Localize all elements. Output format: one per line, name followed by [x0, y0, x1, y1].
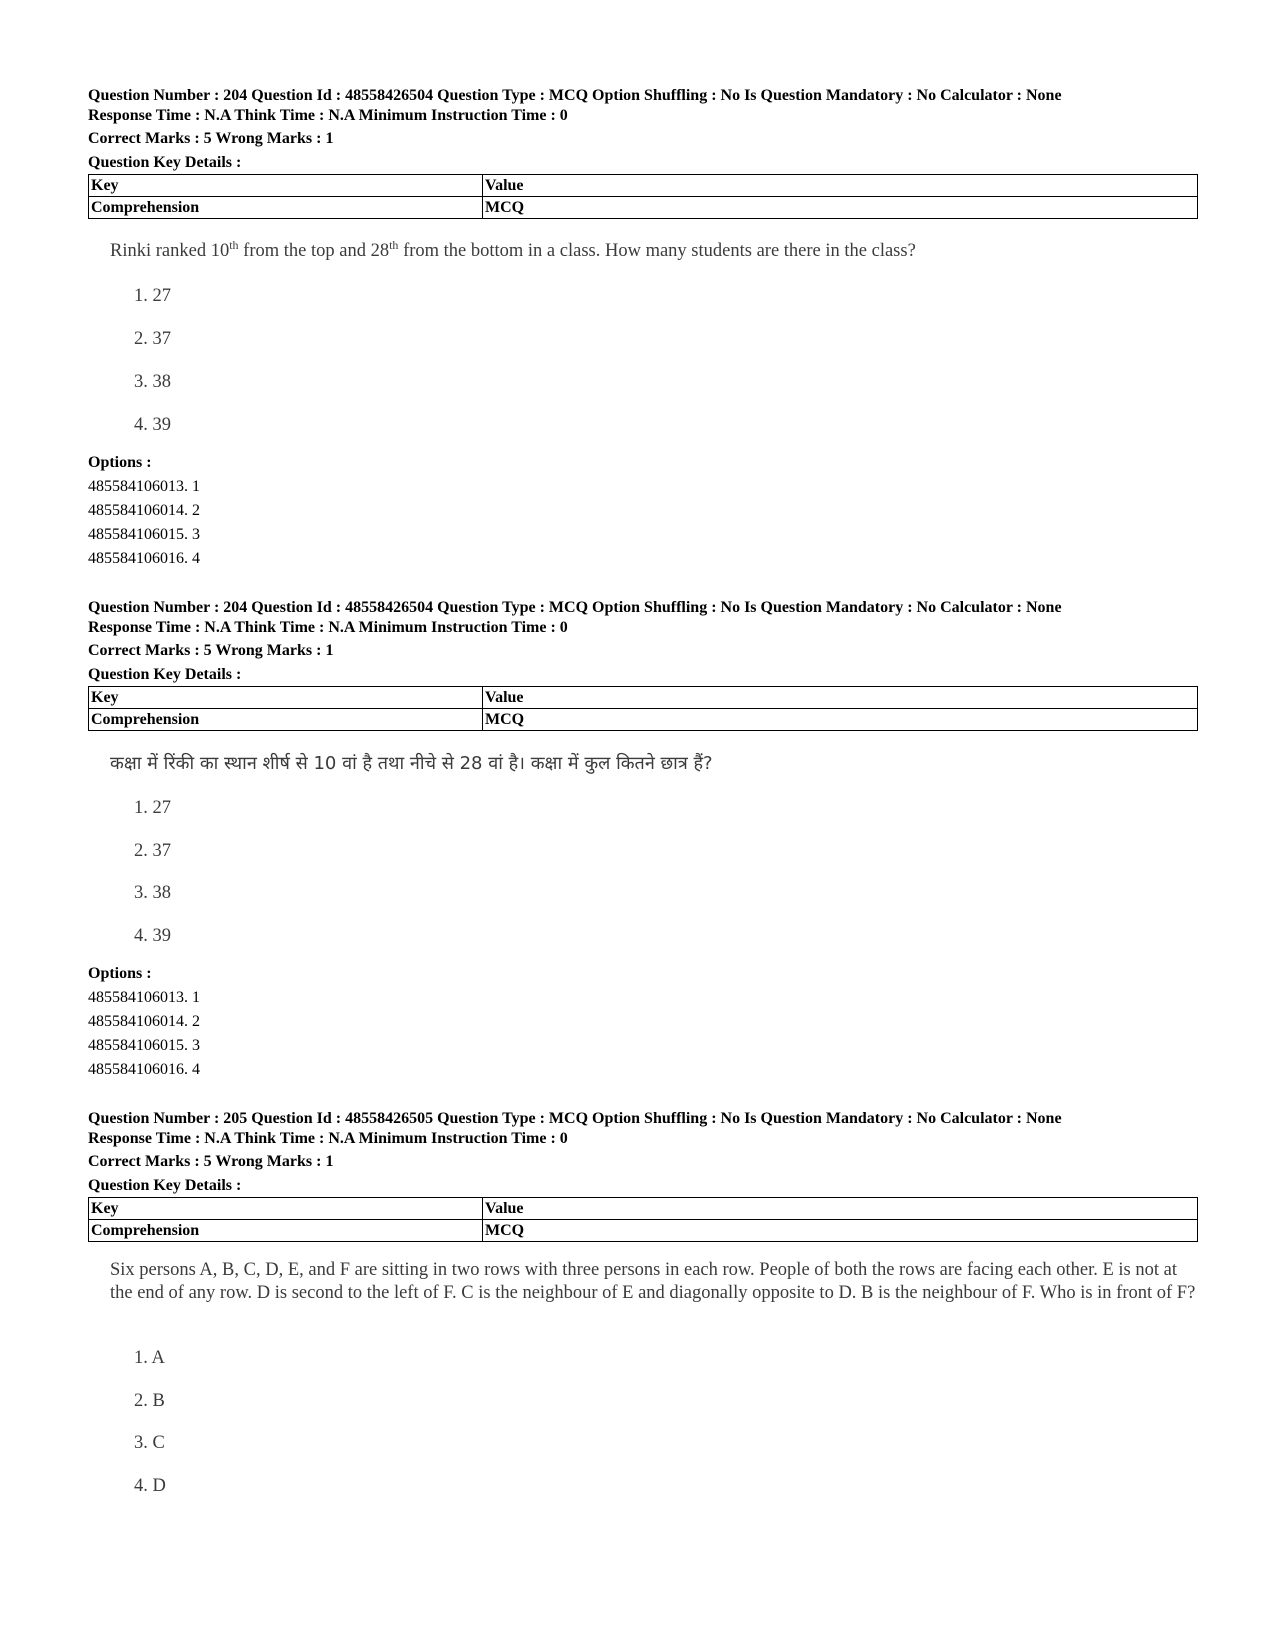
question-meta-line: Question Number : 204 Question Id : 48558426504 Question Type : MCQ Option Shuffling : No Is Question Mandatory : No Calculator : None: [88, 87, 1062, 104]
answer-choice[interactable]: 3. C: [134, 1433, 165, 1453]
table-header-row: [89, 175, 1198, 197]
answer-choice[interactable]: 3. 38: [134, 883, 171, 903]
table-header-key: Key: [89, 175, 483, 197]
option-id: 485584106013. 1: [88, 989, 200, 1006]
superscript: th: [229, 237, 239, 252]
key-details-label: Question Key Details :: [88, 153, 242, 171]
question-meta-line: Question Number : 205 Question Id : 48558426505 Question Type : MCQ Option Shuffling : No Is Question Mandatory : No Calculator : None: [88, 1110, 1062, 1127]
question-header: [88, 86, 1198, 219]
question-timing-line: Response Time : N.A Think Time : N.A Minimum Instruction Time : 0: [88, 618, 568, 636]
question-header: [88, 1109, 1198, 1242]
options-label: Options :: [88, 965, 152, 982]
table-header-value: Value: [483, 1198, 1198, 1220]
answer-choice[interactable]: 2. 37: [134, 329, 171, 349]
option-id: 485584106015. 3: [88, 1037, 200, 1054]
option-id: 485584106015. 3: [88, 526, 200, 543]
options-list: [88, 451, 200, 571]
answer-choice[interactable]: 2. 37: [134, 841, 171, 861]
question-text-part: Rinki ranked 10: [110, 241, 230, 261]
question-meta-line: Question Number : 204 Question Id : 48558426504 Question Type : MCQ Option Shuffling : No Is Question Mandatory : No Calculator : None: [88, 599, 1062, 616]
key-details-table: [88, 174, 1198, 219]
table-row: [89, 1220, 1198, 1242]
question-text: Six persons A, B, C, D, E, and F are sitting in two rows with three persons in each row. People of both the rows are facing each other. E is not at the end of any row. D is second to the left of F. C is the neighbour of E and diagonally opposite to D. B is the neighbour of F. Who is in front of F?: [110, 1260, 1196, 1303]
answer-choice[interactable]: 1. 27: [134, 798, 171, 818]
answer-choice[interactable]: 1. 27: [134, 286, 171, 306]
table-cell-key: Comprehension: [89, 197, 483, 219]
table-header-key: Key: [89, 1198, 483, 1220]
key-details-label: Question Key Details :: [88, 1176, 242, 1194]
key-details-label: Question Key Details :: [88, 665, 242, 683]
answer-choice[interactable]: 1. A: [134, 1348, 165, 1368]
answer-choice[interactable]: 4. D: [134, 1476, 166, 1496]
table-header-value: Value: [483, 687, 1198, 709]
table-cell-value: MCQ: [483, 197, 1198, 219]
question-text: कक्षा में रिंकी का स्थान शीर्ष से 10 वां है तथा नीचे से 28 वां है। कक्षा में कुल कितने छात्र हैं?: [110, 753, 713, 774]
table-header-row: [89, 687, 1198, 709]
marks-line: Correct Marks : 5 Wrong Marks : 1: [88, 130, 334, 147]
question-header: [88, 598, 1198, 731]
answer-choice[interactable]: 4. 39: [134, 415, 171, 435]
question-text-part: from the bottom in a class. How many students are there in the class?: [398, 241, 916, 261]
key-details-table: [88, 1197, 1198, 1242]
table-header-key: Key: [89, 687, 483, 709]
table-row: [89, 709, 1198, 731]
marks-line: Correct Marks : 5 Wrong Marks : 1: [88, 642, 334, 659]
table-cell-key: Comprehension: [89, 1220, 483, 1242]
answer-choice[interactable]: 4. 39: [134, 926, 171, 946]
key-details-table: [88, 686, 1198, 731]
options-label: Options :: [88, 454, 152, 471]
question-text: [110, 237, 1200, 263]
question-timing-line: Response Time : N.A Think Time : N.A Minimum Instruction Time : 0: [88, 1129, 568, 1147]
question-text-part: from the top and 28: [238, 241, 390, 261]
superscript: th: [389, 237, 399, 252]
question-timing-line: Response Time : N.A Think Time : N.A Minimum Instruction Time : 0: [88, 106, 568, 124]
table-cell-key: Comprehension: [89, 709, 483, 731]
table-cell-value: MCQ: [483, 1220, 1198, 1242]
marks-line: Correct Marks : 5 Wrong Marks : 1: [88, 1153, 334, 1170]
table-header-value: Value: [483, 175, 1198, 197]
table-header-row: [89, 1198, 1198, 1220]
table-row: [89, 197, 1198, 219]
answer-choice[interactable]: 2. B: [134, 1391, 165, 1411]
option-id: 485584106016. 4: [88, 550, 200, 567]
option-id: 485584106013. 1: [88, 478, 200, 495]
option-id: 485584106014. 2: [88, 502, 200, 519]
answer-choice[interactable]: 3. 38: [134, 372, 171, 392]
table-cell-value: MCQ: [483, 709, 1198, 731]
option-id: 485584106016. 4: [88, 1061, 200, 1078]
options-list: [88, 962, 200, 1082]
option-id: 485584106014. 2: [88, 1013, 200, 1030]
